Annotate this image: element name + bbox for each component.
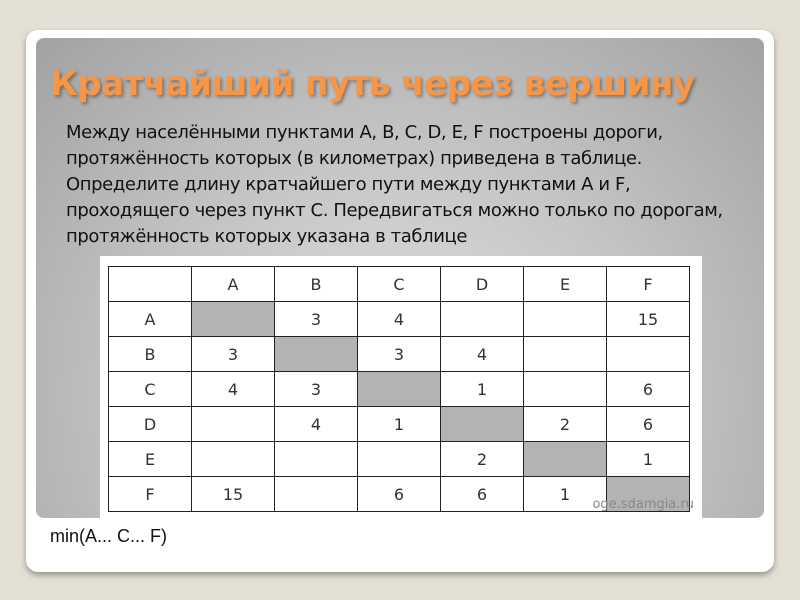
table-row (109, 302, 690, 337)
table-cell: 3 (275, 372, 358, 407)
table-cell (192, 442, 275, 477)
table-cell: 3 (275, 302, 358, 337)
table-cell (441, 407, 524, 442)
table-cell: 1 (524, 477, 607, 512)
table-cell (524, 372, 607, 407)
table-cell (192, 302, 275, 337)
table-header-cell: D (109, 407, 192, 442)
table-header-cell: F (607, 267, 690, 302)
table-header-cell: E (524, 267, 607, 302)
table-cell (275, 337, 358, 372)
table-cell (192, 407, 275, 442)
table-cell: 6 (441, 477, 524, 512)
table-cell: 1 (358, 407, 441, 442)
table-cell (275, 477, 358, 512)
watermark: oge.sdamgia.ru (592, 497, 694, 512)
table-cell: 3 (192, 337, 275, 372)
table-cell (607, 337, 690, 372)
table-cell: 15 (607, 302, 690, 337)
table-row (109, 407, 690, 442)
problem-text: Между населёнными пунктами A, B, C, D, E, F построены дороги, протяжённость которых (в километрах) приведена в таблице. Определите длину кратчайшего пути между пунктами A и F, проходящего через пункт C. Передвигаться можно только по дорогам, протяжённость которых указана в таблице (66, 122, 723, 247)
table-header-cell: A (192, 267, 275, 302)
table-cell (358, 442, 441, 477)
table-cell: 6 (607, 372, 690, 407)
table-cell (524, 337, 607, 372)
table-header-cell: B (109, 337, 192, 372)
table-header-cell: A (109, 302, 192, 337)
table-cell: 4 (192, 372, 275, 407)
table-row (109, 442, 690, 477)
table-cell: 2 (441, 442, 524, 477)
distance-table-image (100, 256, 702, 518)
table-cell: 3 (358, 337, 441, 372)
table-cell: 6 (358, 477, 441, 512)
table-cell (524, 442, 607, 477)
table-cell: 4 (441, 337, 524, 372)
table-cell (275, 442, 358, 477)
formula-text: min(A... C... F) (50, 526, 167, 546)
table-cell (524, 302, 607, 337)
table-header-cell: C (109, 372, 192, 407)
table-cell: 2 (524, 407, 607, 442)
table-row (109, 337, 690, 372)
distance-table (108, 266, 690, 512)
table-cell: 6 (607, 407, 690, 442)
table-cell: 4 (358, 302, 441, 337)
table-header-cell: F (109, 477, 192, 512)
table-header-row (109, 267, 690, 302)
table-cell (358, 372, 441, 407)
table-cell: 1 (441, 372, 524, 407)
table-row (109, 372, 690, 407)
table-cell: 15 (192, 477, 275, 512)
table-cell (441, 302, 524, 337)
table-cell: 4 (275, 407, 358, 442)
table-cell: 1 (607, 442, 690, 477)
table-header-cell: D (441, 267, 524, 302)
table-header-cell (109, 267, 192, 302)
table-header-cell: E (109, 442, 192, 477)
table-header-cell: B (275, 267, 358, 302)
table-header-cell: C (358, 267, 441, 302)
slide-title: Кратчайший путь через вершину (50, 64, 695, 104)
